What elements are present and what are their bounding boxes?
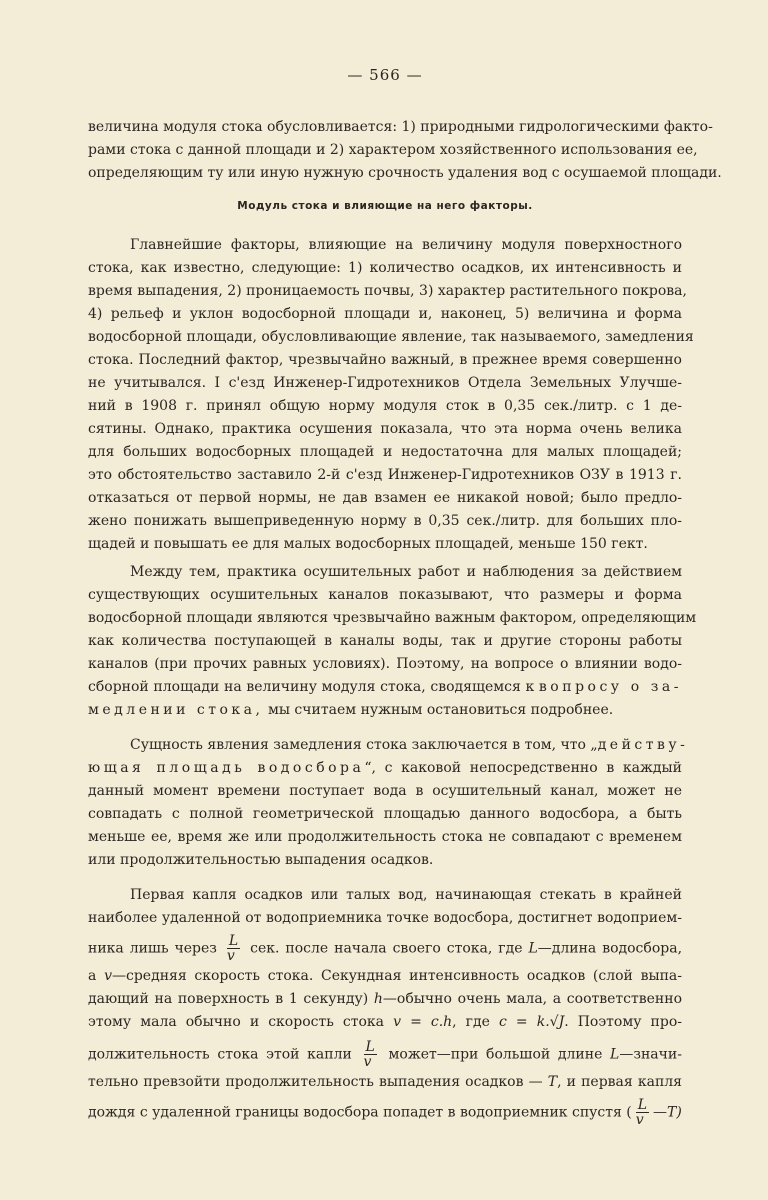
p4-line-4-a: а — [88, 968, 97, 984]
intro-line-1: величина модуля стока обусловливается: 1) природными гидрологическими факто- — [88, 119, 713, 135]
p3-line-5: меньше ее, время же или продолжительность стока не совпадают с временем — [88, 829, 682, 845]
p2-line-5: каналов (при прочих равных условиях). Поэтому, на вопросе о влиянии водо- — [88, 656, 682, 672]
p1-line-13: жено понижать вышеприведенную норму в 0,35 сек./литр. для больших пло- — [88, 513, 682, 529]
p1-line-5: водосборной площади, обусловливающие явление, так называемого, замедления — [88, 329, 694, 345]
p4-line-5-b: —обычно очень мала, а соответственно — [382, 991, 683, 1007]
p4-line-3-c: —длина водосбора, — [537, 940, 683, 957]
p4-line-7-b: может—при большой длине — [388, 1046, 603, 1063]
p3-line-1 — [88, 736, 689, 754]
p4-line-8-a: тельно превзойти продолжительность выпадения осадков — — [88, 1074, 543, 1090]
p4-line-7-c: —значи- — [619, 1046, 682, 1063]
p1-line-14: щадей и повышать ее для малых водосборных площадей, меньше 150 гект. — [88, 536, 648, 552]
p1-line-4: 4) рельеф и уклон водосборной площади и, наконец, 5) величина и форма — [88, 306, 682, 322]
symbol-t: T — [547, 1074, 558, 1090]
p1-line-10: для больших водосборных площадей и недостаточна для малых площадей; — [88, 444, 682, 460]
p4-line-6-b: , где — [452, 1014, 490, 1030]
p4-line-5 — [88, 990, 682, 1008]
symbol-l: L — [528, 940, 538, 957]
p1-line-11: это обстоятельство заставило 2-й с'езд Инженер-Гидротехников ОЗУ в 1913 г. — [88, 467, 682, 483]
p2-line-6-spaced: вопросу о за- — [538, 679, 682, 695]
p4-line-7 — [88, 1040, 682, 1069]
p2-line-4: как количества поступающей в каналы воды, так и другие стороны работы — [88, 633, 682, 649]
p3-line-3: данный момент времени поступает вода в осушительный канал, может не — [88, 783, 682, 799]
p3-line-1-text: Сущность явления замедления стока заключается в том, что „ — [130, 737, 598, 753]
equation-c: c = k.√J — [499, 1014, 565, 1030]
p1-line-8: ний в 1908 г. принял общую норму модуля сток в 0,35 сек./литр. с 1 де- — [88, 398, 682, 414]
p2-line-2: существующих осушительных каналов показывают, что размеры и форма — [88, 587, 682, 603]
p2-line-3: водосборной площади являются чрезвычайно важным фактором, определяющим — [88, 610, 697, 626]
p2-line-7-text: мы считаем нужным остановиться подробнее. — [267, 702, 614, 718]
p2-line-7 — [88, 701, 682, 719]
p4-line-5-a: дающий на поверхность в 1 секунду) — [88, 991, 369, 1007]
p4-line-8 — [88, 1073, 682, 1091]
p4-line-3-a: ника лишь через — [88, 940, 217, 957]
p4-line-6 — [88, 1013, 682, 1031]
symbol-v: v — [104, 968, 112, 984]
p4-line-7-a: должительность стока этой капли — [88, 1046, 352, 1063]
tail-minus-t: —T) — [653, 1104, 682, 1121]
p1-line-7: не учитывался. I с'езд Инженер-Гидротехников Отдела Земельных Улучше- — [88, 375, 682, 391]
p4-line-2: наиболее удаленной от водоприемника точке водосбора, достигнет водоприем- — [88, 910, 682, 926]
p4-line-6-a: этому мала обычно и скорость стока — [88, 1014, 385, 1030]
intro-line-3: определяющим ту или иную нужную срочность удаления вод с осушаемой площади. — [88, 165, 722, 181]
fraction-l-over-v-3: $\frac{L}{v}$ — [635, 1097, 648, 1128]
p4-line-8-b: , и первая капля — [557, 1074, 682, 1090]
p4-line-9 — [88, 1098, 682, 1127]
p4-line-1: Первая капля осадков или талых вод, начинающая стекать в крайней — [130, 887, 682, 903]
p1-line-2: стока, как известно, следующие: 1) количество осадков, их интенсивность и — [88, 260, 682, 276]
p1-line-12: отказаться от первой нормы, не дав взамен ее никакой новой; было предло- — [88, 490, 682, 506]
p4-line-4-b: —средняя скорость стока. Секундная интенсивность осадков (слой выпа- — [112, 968, 683, 984]
fraction-l-over-v-2: $\frac{L}{v}$ — [363, 1039, 375, 1070]
intro-line-2: рами стока с данной площади и 2) характером хозяйственного использования ее, — [88, 142, 698, 158]
p4-line-9-a: дождя с удаленной границы водосбора попадет в водоприемник спустя ( — [88, 1104, 632, 1121]
p4-line-3 — [88, 934, 682, 963]
p4-line-4 — [88, 967, 682, 985]
p3-line-2-spaced: ющая площадь водосбора — [88, 760, 365, 776]
p2-line-6 — [88, 678, 682, 696]
symbol-l-2: L — [610, 1046, 620, 1063]
p3-line-2-text: “, с каковой непосредственно в каждый — [364, 760, 682, 776]
p1-line-1: Главнейшие факторы, влияющие на величину модуля поверхностного — [130, 237, 682, 253]
p2-line-6-text: сборной площади на величину модуля стока, сводящемся к — [88, 679, 535, 695]
section-heading: Модуль стока и влияющие на него факторы. — [237, 200, 533, 212]
symbol-h: h — [373, 991, 383, 1007]
p4-line-3-b: сек. после начала своего стока, где — [250, 940, 523, 957]
p3-line-4: совпадать с полной геометрической площадью данного водосбора, а быть — [88, 806, 682, 822]
p4-line-6-c: . Поэтому про- — [564, 1014, 682, 1030]
p1-line-6: стока. Последний фактор, чрезвычайно важный, в прежнее время совершенно — [88, 352, 682, 368]
equation-v: v = c.h — [393, 1014, 453, 1030]
fraction-l-over-v: $\frac{L}{v}$ — [226, 933, 239, 964]
p3-line-6: или продолжительностью выпадения осадков. — [88, 852, 434, 868]
p3-line-2 — [88, 759, 682, 777]
p3-line-1-spaced: действу- — [597, 737, 689, 753]
p2-line-7-spaced: медлении стока, — [88, 702, 264, 718]
p2-line-1: Между тем, практика осушительных работ и наблюдения за действием — [130, 564, 682, 580]
p1-line-3: время выпадения, 2) проницаемость почвы, 3) характер растительного покрова, — [88, 283, 687, 299]
p1-line-9: сятины. Однако, практика осушения показала, что эта норма очень велика — [88, 421, 682, 437]
page-number: — 566 — — [347, 66, 423, 84]
